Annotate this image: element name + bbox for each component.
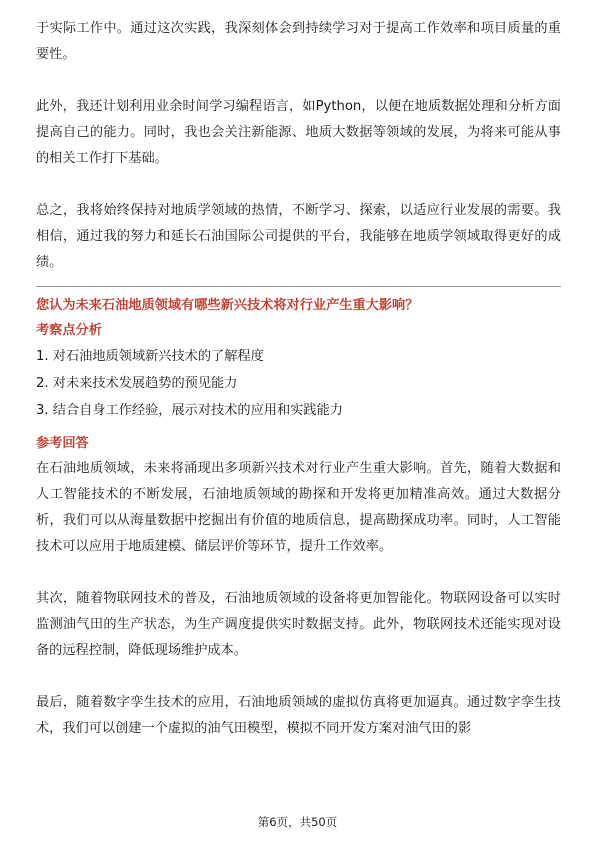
paragraph-gap	[36, 172, 561, 198]
paragraph-gap	[36, 560, 561, 586]
answer-paragraph-3: 最后，随着数字孪生技术的应用，石油地质领域的虚拟仿真将更加逼真。通过数字孪生技术，我们可以创建一个虚拟的油气田模型，模拟不同开发方案对油气田的影	[36, 695, 561, 736]
intro-paragraph-2: 此外，我还计划利用业余时间学习编程语言，如Python，以便在地质数据处理和分析方面提高自己的能力。同时，我也会关注新能源、地质大数据等领域的发展，为将来可能从事的相关工作打下基础。	[36, 99, 561, 166]
analysis-title: 考察点分析	[36, 323, 102, 338]
paragraph-gap	[36, 68, 561, 94]
answer-paragraph-2: 其次，随着物联网技术的普及，石油地质领域的设备将更加智能化。物联网设备可以实时监测油气田的生产状态，为生产调度提供实时数据支持。此外，物联网技术还能实现对设备的远程控制，降低现场维护成本。	[36, 591, 561, 658]
intro-paragraph-1: 于实际工作中。通过这次实践，我深刻体会到持续学习对于提高工作效率和项目质量的重要性。	[36, 21, 561, 62]
page-content	[36, 16, 561, 742]
analysis-points-list	[36, 343, 561, 424]
section-divider	[36, 286, 561, 287]
page-footer: 第6页，共50页	[257, 815, 338, 829]
answer-paragraph-1: 在石油地质领域，未来将涌现出多项新兴技术对行业产生重大影响。首先，随着大数据和人工智能技术的不断发展，石油地质领域的勘探和开发将更加精准高效。通过大数据分析，我们可以从海量数据中挖掘出有价值的地质信息，提高勘探成功率。同时，人工智能技术可以应用于地质建模、储层评价等环节，提升工作效率。	[36, 461, 561, 554]
answer-title: 参考回答	[36, 436, 89, 451]
analysis-point: 1. 对石油地质领域新兴技术的了解程度	[36, 349, 264, 364]
analysis-point: 2. 对未来技术发展趋势的预见能力	[36, 376, 238, 391]
paragraph-gap	[36, 664, 561, 690]
analysis-point: 3. 结合自身工作经验，展示对技术的应用和实践能力	[36, 403, 343, 418]
intro-paragraph-3: 总之，我将始终保持对地质学领域的热情，不断学习、探索，以适应行业发展的需要。我相信，通过我的努力和延长石油国际公司提供的平台，我能够在地质学领域取得更好的成绩。	[36, 203, 561, 270]
interview-question: 您认为未来石油地质领域有哪些新兴技术将对行业产生重大影响？	[36, 298, 419, 313]
